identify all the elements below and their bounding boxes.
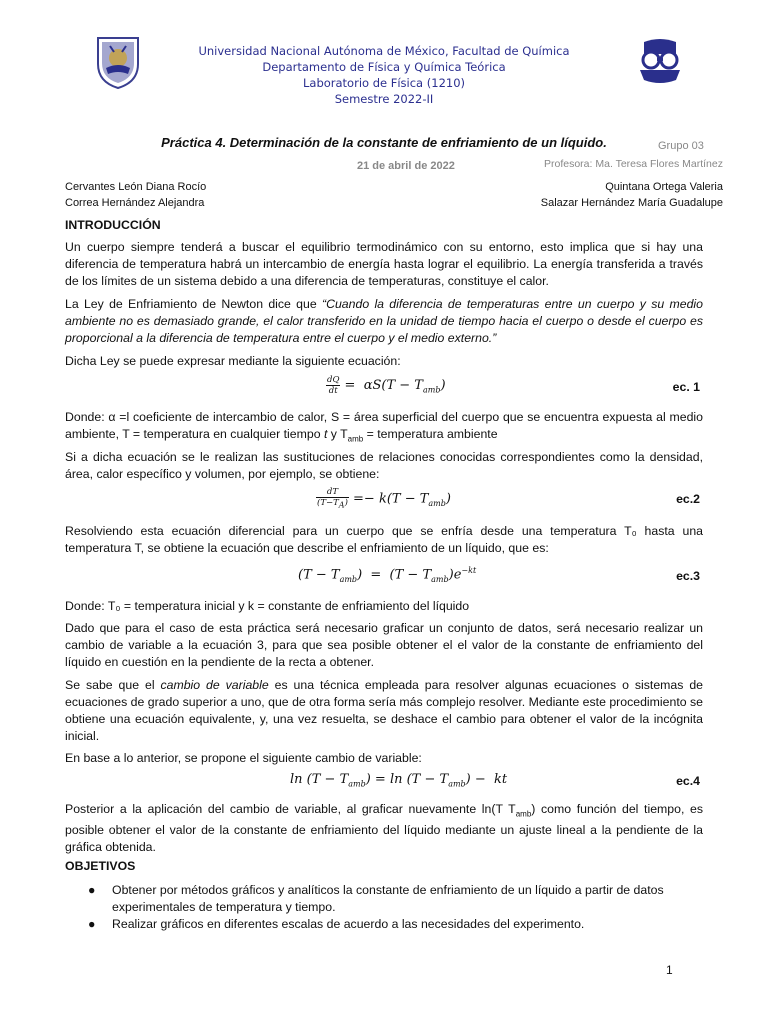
equation-2-label: ec.2: [676, 492, 700, 506]
bullet-icon: ●: [88, 917, 96, 931]
paragraph-8: Dado que para el caso de esta práctica será necesario graficar un conjunto de datos, será necesario realizar un cambio de variable a la ecuación 3, para que sea posible obtener el el valor de la constante de enfriamiento del líquido en cuestión en la pendiente de la recta a obtener.: [65, 621, 703, 669]
header-department: Departamento de Física y Química Teórica: [262, 60, 506, 74]
list-item: ● Obtener por métodos gráficos y analíticos la constante de enfriamiento de un líquido a partir de datos experimentales de temperatura y tiempo.: [88, 883, 664, 914]
paragraph-2-quote: “Cuando la diferencia de temperaturas entre un cuerpo y su medio ambiente no es demasiado grande, el calor transferido en la unidad de tiempo hacia el cuerpo o desde el cuerpo es proporcional a la diferencia de temperatura entre el cuerpo y el medio externo.”: [65, 297, 703, 345]
group-label: Grupo 03: [658, 140, 704, 152]
intro-heading: INTRODUCCIÓN: [65, 218, 161, 232]
author-left-2: Correa Hernández Alejandra: [65, 197, 205, 209]
list-item: ● Realizar gráficos en diferentes escalas de acuerdo a las necesidades del experimento.: [88, 917, 585, 931]
equation-2: $\frac{dT}{(T-T_A)}$ =− $k(T - T_{amb})$: [317, 487, 451, 510]
paragraph-2: [65, 296, 703, 347]
header-lab: Laboratorio de Física (1210): [302, 76, 466, 90]
equation-4-label: ec.4: [676, 774, 700, 788]
equation-3: $(T - T_{amb}) = (T - T_{amb})e^{-kt}$: [298, 566, 477, 584]
paragraph-2-text: La Ley de Enfriamiento de Newton dice que: [65, 297, 322, 311]
paragraph-10: En base a lo anterior, se propone el siguiente cambio de variable:: [65, 751, 422, 765]
objectives-heading: OBJETIVOS: [65, 859, 136, 873]
equation-3-label: ec.3: [676, 569, 700, 583]
header-semester: Semestre 2022-II: [334, 92, 434, 106]
equation-1: $\frac{dQ}{dt}$ = $\alpha S(T - T_{amb})$: [327, 375, 446, 396]
header-university: Universidad Nacional Autónoma de México, Facultad de Química: [198, 44, 570, 58]
objectives-list: [65, 882, 705, 933]
paragraph-3: Dicha Ley se puede expresar mediante la siguiente ecuación:: [65, 354, 401, 368]
author-left-1: Cervantes León Diana Rocío: [65, 181, 207, 193]
author-right-1: Quintana Ortega Valeria: [605, 181, 723, 193]
faculty-logo: [636, 36, 684, 86]
page-number: 1: [666, 963, 673, 977]
paragraph-5: Si a dicha ecuación se le realizan las sustituciones de relaciones conocidas correspondientes como la densidad, área, calor específico y volumen, por ejemplo, se obtiene:: [65, 450, 703, 481]
author-right-2: Salazar Hernández María Guadalupe: [540, 197, 723, 209]
page-title: Práctica 4. Determinación de la constante de enfriamiento de un líquido.: [161, 135, 607, 150]
equation-4: $\ln (T - T_{amb}) = \ln (T - T_{amb})$ − kt: [290, 772, 508, 789]
paragraph-4: Donde: α =l coeficiente de intercambio de calor, S = área superficial del cuerpo que se encuentra expuesta al medio ambiente, T = temperatura en cualquier tiempo t y $T_{amb}$ = temperatura ambiente: [65, 410, 703, 444]
bullet-icon: ●: [88, 883, 96, 897]
professor-label: Profesora: Ma. Teresa Flores Martínez: [544, 158, 723, 170]
equation-1-label: ec. 1: [672, 380, 700, 394]
paragraph-9: Se sabe que el cambio de variable es una técnica empleada para resolver algunas ecuaciones o sistemas de ecuaciones de grado superior a uno, que de otra forma sería más complejo resolver. Mediante este procedimiento se obtiene una ecuación equivalente, y, una vez resuelta, se deshace el cambio para obtener el valor de la incógnita inicial.: [65, 678, 703, 743]
paragraph-7: Donde: T₀ = temperatura inicial y k = constante de enfriamiento del líquido: [65, 599, 470, 613]
date-label: 21 de abril de 2022: [357, 160, 455, 172]
paragraph-11: Posterior a la aplicación del cambio de variable, al graficar nuevamente ln(T $T_{amb}$) como función del tiempo, es posible obtener el valor de la constante de enfriamiento del líquido mediante un ajuste lineal a la pendiente de la gráfica obtenida.: [65, 802, 704, 855]
paragraph-1: Un cuerpo siempre tenderá a buscar el equilibrio termodinámico con su entorno, esto implica que si hay una diferencia de temperatura habrá un intercambio de energía hasta lograr el equilibrio. La energía transferida a través de los límites de un sistema debido a una diferencia de temperaturas, constituye el calor.: [65, 240, 703, 288]
paragraph-6: Resolviendo esta ecuación diferencial para un cuerpo que se enfría desde una temperatura T₀ hasta una temperatura T, se obtiene la ecuación que describe el enfriamiento de un líquido, que es:: [65, 524, 703, 555]
